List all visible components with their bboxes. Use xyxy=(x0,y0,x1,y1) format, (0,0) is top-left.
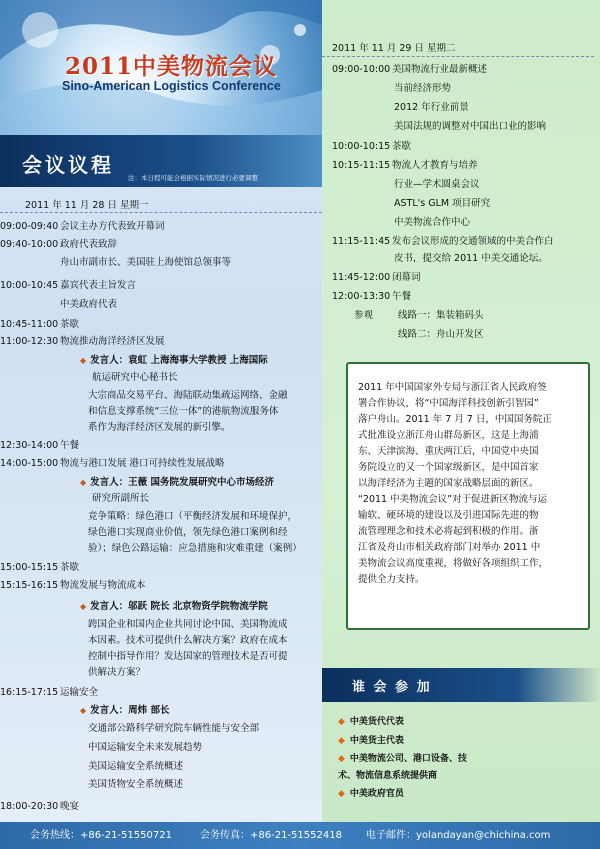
diamond-bullet-icon: ◆ xyxy=(338,736,345,746)
attendee-item: ◆ 中美物流公司、港口设备、技 xyxy=(338,754,467,764)
diamond-bullet-icon: ◆ xyxy=(80,356,87,365)
schedule-row: 10:00-10:45 嘉宾代表主旨发言 xyxy=(0,280,137,291)
speaker-line: ◆ 发言人：周炜 部长 xyxy=(80,705,170,716)
footer-fax: 会务传真：+86-21-51552418 xyxy=(200,830,342,841)
desc-line: 本因素。技术可提供什么解决方案？政府在成本 xyxy=(88,635,288,646)
footer-email[interactable]: 电子邮件：yolandayan@chichina.com xyxy=(366,830,551,841)
schedule-row: 11:45-12:00 闭幕词 xyxy=(332,272,421,283)
sub-item: 行业—学术圆桌会议 xyxy=(394,179,480,190)
schedule-row: 14:00-15:00 物流与港口发展 港口可持续性发展战略 xyxy=(0,458,225,469)
speaker-line: ◆ 发言人：袁虹 上海海事大学教授 上海国际 xyxy=(80,355,268,366)
desc-line: 中国运输安全未来发展趋势 xyxy=(88,742,203,753)
day1-date: 2011 年 11 月 28 日 星期一 xyxy=(25,200,149,211)
info-line: 2011 年中国国家外专局与浙江省人民政府签 xyxy=(358,382,547,393)
visit-route-1: 线路一：集装箱码头 xyxy=(398,310,484,321)
schedule-row: 16:15-17:15 运输安全 xyxy=(0,687,99,698)
agenda-note: 注：本日程可能会根据实际情况进行必要调整 xyxy=(128,174,258,182)
desc-line: 控制中指导作用？发达国家的管理技术是否可提 xyxy=(88,651,288,662)
diamond-bullet-icon: ◆ xyxy=(338,717,345,727)
sub-item: 当前经济形势 xyxy=(394,83,452,94)
desc-line: 供解决方案？ xyxy=(88,667,146,678)
diamond-bullet-icon: ◆ xyxy=(80,706,87,715)
info-line: 美物流会议高度重视，将做好各项组织工作， xyxy=(358,558,549,569)
agenda-title: 会议议程 xyxy=(22,153,114,177)
desc-line: 和信息支撑系统“三位一体”的港航物流服务体 xyxy=(88,406,279,417)
info-box xyxy=(346,362,590,630)
schedule-row: 09:00-09:40 会议主办方代表致开幕词 xyxy=(0,221,165,232)
speaker-line: ◆ 发言人：王薇 国务院发展研究中心市场经济 xyxy=(80,477,274,488)
diamond-bullet-icon: ◆ xyxy=(338,789,345,799)
title-cn: 2011中美物流会议 xyxy=(65,53,278,80)
schedule-row: 舟山市副市长、美国驻上海使馆总领事等 xyxy=(60,257,232,268)
header-banner xyxy=(0,0,322,135)
schedule-row: 09:40-10:00 政府代表致辞 xyxy=(0,239,118,250)
schedule-row: 18:00-20:30 晚宴 xyxy=(0,801,80,812)
info-line: 流管理理念和技术必将起到积极的作用。浙 xyxy=(358,526,539,537)
info-line: 江省及舟山市相关政府部门对举办 2011 中 xyxy=(358,542,541,553)
schedule-row: 15:15-16:15 物流发展与物流成本 xyxy=(0,580,146,591)
sub-item: 美国法规的调整对中国出口业的影响 xyxy=(394,121,547,132)
sub-item: ASTL's GLM 项目研究 xyxy=(394,198,491,209)
agenda-header xyxy=(0,135,322,187)
schedule-row: 中美政府代表 xyxy=(60,299,118,310)
visit-route-2: 线路二：舟山开发区 xyxy=(398,329,484,340)
desc-line: 绿色港口实现商业价值，领先绿色港口案例和经 xyxy=(88,527,288,538)
visit-label: 参观 xyxy=(354,310,374,321)
speaker-line: 研究所副所长 xyxy=(92,493,150,504)
schedule-row: 11:00-12:30 物流推动海洋经济区发展 xyxy=(0,336,165,347)
schedule-row: 10:15-11:15 物流人才教育与培养 xyxy=(332,160,478,171)
info-line: 提供全力支持。 xyxy=(358,574,425,585)
diamond-bullet-icon: ◆ xyxy=(80,602,87,611)
desc-line: 美国货物安全系统概述 xyxy=(88,779,184,790)
info-line: 输软、硬环境的建设以及引进国际先进的物 xyxy=(358,510,539,521)
desc-line: 美国运输安全系统概述 xyxy=(88,761,184,772)
schedule-row: 12:00-13:30 午餐 xyxy=(332,291,412,302)
attendee-item: ◆ 中美货代代表 xyxy=(338,717,404,727)
day2-date: 2011 年 11 月 29 日 星期二 xyxy=(332,43,456,54)
desc-line: 系作为海洋经济区发展的新引擎。 xyxy=(88,422,231,433)
schedule-row: 09:00-10:00 美国物流行业最新概述 xyxy=(332,64,488,75)
day2-schedule xyxy=(332,40,594,350)
info-line: 以海洋经济为主题的国家战略层面的新区。 xyxy=(358,478,539,489)
speaker-line: 航运研究中心秘书长 xyxy=(92,372,178,383)
footer-hotline: 会务热线：+86-21-51550721 xyxy=(30,830,172,841)
schedule-row: 10:45-11:00 茶歇 xyxy=(0,319,80,330)
sub-item: 皮书，提交给 2011 中美交通论坛。 xyxy=(394,253,548,264)
schedule-row: 11:15-11:45 发布会议形成的交通领域的中美合作白 xyxy=(332,236,554,247)
who-attends-header xyxy=(322,668,600,702)
day1-schedule xyxy=(0,192,322,822)
attendee-item: ◆ 中美货主代表 xyxy=(338,736,404,746)
sub-item: 2012 年行业前景 xyxy=(394,102,469,113)
info-line: 署合作协议，将“中国海洋科技创新引智园” xyxy=(358,398,539,409)
sub-item: 中美物流合作中心 xyxy=(394,217,471,228)
diamond-bullet-icon: ◆ xyxy=(80,478,87,487)
desc-line: 竞争策略：绿色港口（平衡经济发展和环境保护， xyxy=(88,511,298,522)
info-line: 落户舟山。2011 年 7 月 7 日，中国国务院正 xyxy=(358,414,552,425)
desc-line: 交通部公路科学研究院车辆性能与安全部 xyxy=(88,723,260,734)
info-line: 东、天津滨海、重庆两江后，中国党中央国 xyxy=(358,446,539,457)
info-line: 务院设立的又一个国家级新区，是中国首家 xyxy=(358,462,539,473)
speaker-line: ◆ 发言人：邬跃 院长 北京物资学院物流学院 xyxy=(80,601,268,612)
diamond-bullet-icon: ◆ xyxy=(338,754,345,764)
who-attends-title: 谁 会 参 加 xyxy=(352,680,432,695)
schedule-row: 12:30-14:00 午餐 xyxy=(0,440,80,451)
schedule-row: 15:00-15:15 茶歇 xyxy=(0,562,80,573)
desc-line: 跨国企业和国内企业共同讨论中国、美国物流成 xyxy=(88,619,288,630)
footer-bar xyxy=(0,822,600,849)
info-line: “2011 中美物流会议”对于促进新区物流与运 xyxy=(358,494,548,505)
attendee-item: ◆ 中美政府官员 xyxy=(338,789,404,799)
attendee-item-cont: 术、物流信息系统提供商 xyxy=(338,771,438,781)
schedule-row: 10:00-10:15 茶歇 xyxy=(332,141,412,152)
info-line: 式批准设立浙江舟山群岛新区，这是上海浦 xyxy=(358,430,539,441)
desc-line: 大宗商品交易平台、海陆联动集疏运网络、金融 xyxy=(88,390,288,401)
title-en: Sino-American Logistics Conference xyxy=(62,79,281,93)
desc-line: 验）；绿色公路运输：应急措施和灾难重建（案例） xyxy=(88,543,302,554)
